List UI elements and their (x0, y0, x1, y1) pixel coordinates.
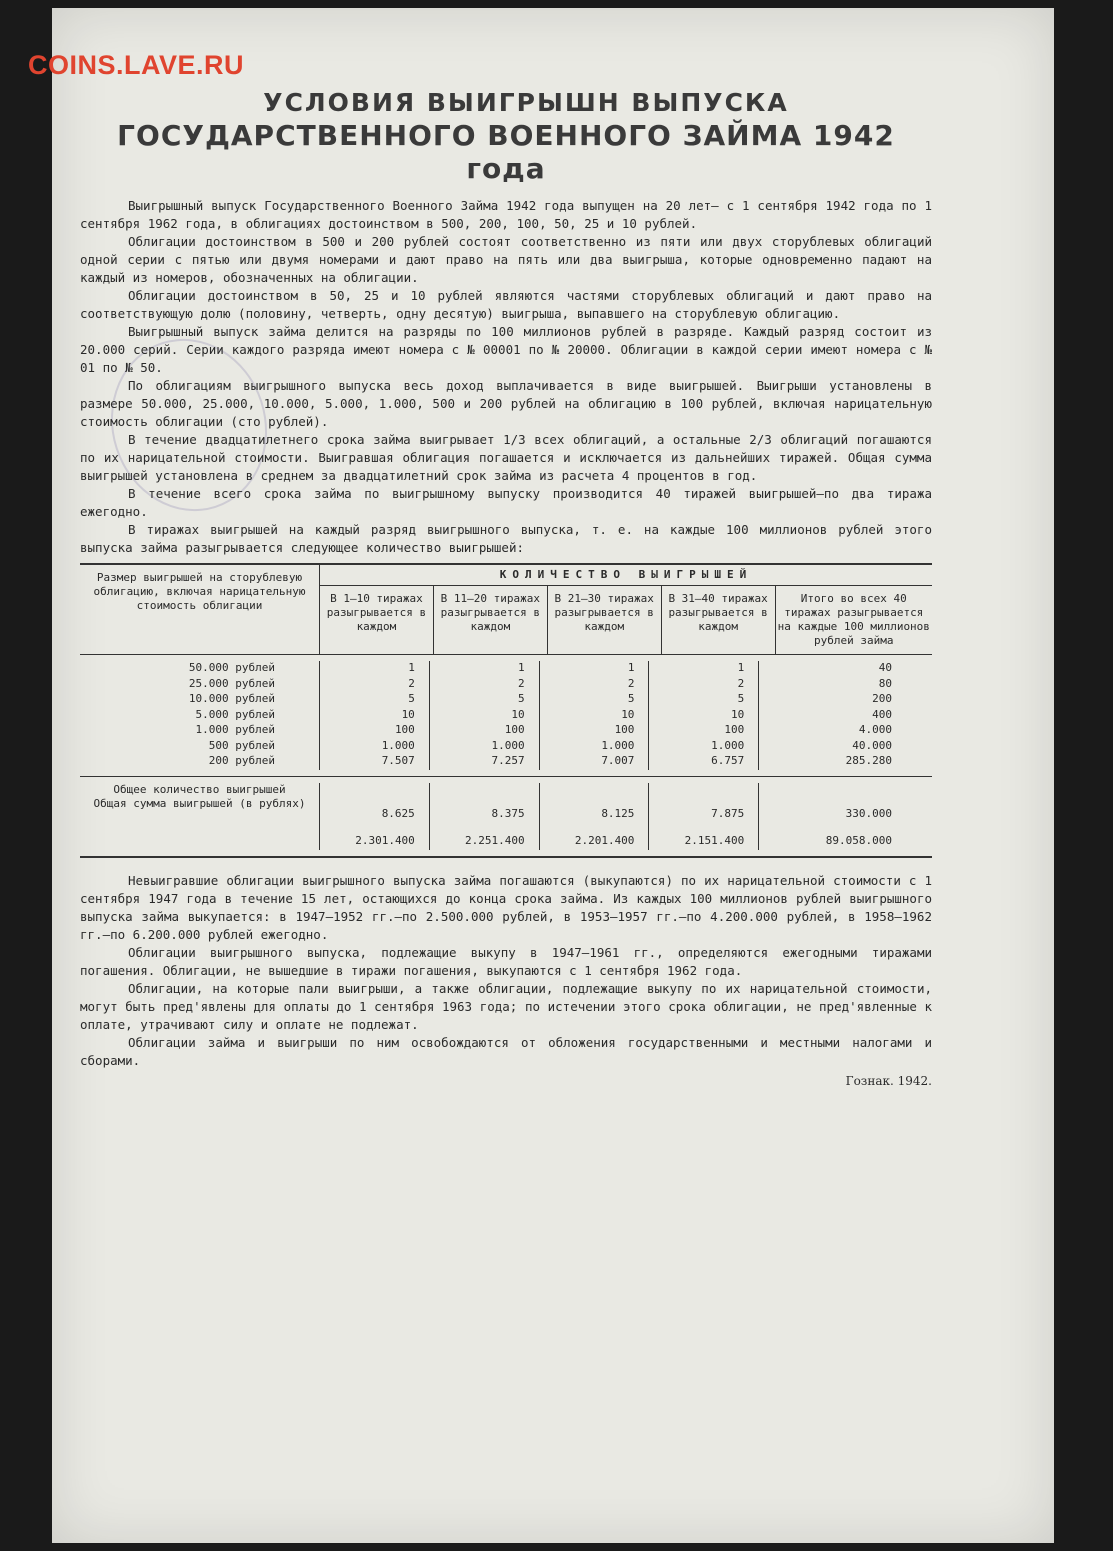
totals-draws-31-40 (649, 783, 759, 850)
table-cell: 5 (627, 692, 635, 705)
table-cell: 1 (518, 661, 525, 674)
paragraph: В течение всего срока займа по выигрышному выпуску производится 40 тиражей выигрышей—по два тиража ежегодно. (80, 486, 932, 519)
table-cell: 1.000 рублей (195, 723, 275, 736)
paragraph: Облигации достоинством в 50, 25 и 10 рублей являются частями сторублевых облигаций и дают право на соответствующую долю (половину, четверть, одну десятую) выигрыша, выпавшего на сторублевую облигацию. (80, 288, 932, 321)
table-cell: 5 (737, 692, 745, 705)
header-draws-1-10: В 1—10 тиражах разыгрывается в каждом (320, 586, 434, 654)
table-cell: 200 (872, 692, 892, 705)
header-prize-size: Размер выигрышей на сторублевую облигацию, включая нарицательную стоимость облигации (80, 565, 320, 654)
column-total (759, 661, 932, 770)
total-count-label: Общее количество выигрышей (113, 782, 286, 796)
table-cell: 10 (401, 707, 415, 721)
table-cell: 1.000 (711, 738, 745, 752)
table-header (80, 565, 932, 655)
table-cell: 2 (408, 676, 415, 690)
table-cell: 2.201.400 (574, 834, 635, 847)
total-sum-label: Общая сумма выигрышей (в рублях) (93, 796, 306, 810)
paragraph: В тиражах выигрышей на каждый разряд выигрышного выпуска, т. е. на каждые 100 миллионов рублей этого выпуска займа разыгрывается следующее количество выигрышей: (80, 522, 932, 555)
column-draws-1-10 (320, 661, 430, 770)
table-cell: 8.625 (381, 806, 415, 820)
totals-total (759, 783, 932, 850)
table-cell: 2 (627, 676, 635, 690)
redemption-text (80, 872, 932, 1070)
table-cell: 5 (408, 692, 415, 705)
header-total: Итого во всех 40 тиражах разыгрывается на каждые 100 миллионов рублей займа (777, 592, 930, 647)
printer-imprint: Гознак. 1942. (845, 1073, 932, 1088)
table-cell: 100 (504, 723, 525, 736)
paragraph: Облигации выигрышного выпуска, подлежащие выкупу в 1947—1961 гг., определяются ежегодными тиражами погашения. Облигации, не вышедшие в тиражи погашения, выкупаются с 1 сентября 1962 года. (80, 944, 932, 978)
table-cell: 2.301.400 (355, 834, 415, 847)
table-cell: 5.000 рублей (195, 707, 275, 721)
table-cell: 2 (518, 676, 525, 690)
table-cell: 1 (627, 661, 635, 674)
paragraph: Облигации достоинством в 500 и 200 рублей состоят соответственно из пяти или двух сторублевых облигаций одной серии с пятью или двумя номерами и дают право на пять или два выигрыша, которые одновременно падают на каждый из номеров, обозначенных на облигации. (80, 234, 932, 285)
totals-draws-21-30 (540, 783, 650, 850)
table-cell: 2.151.400 (684, 834, 745, 847)
header-group (320, 565, 932, 654)
table-body (80, 655, 932, 777)
table-cell: 5 (518, 692, 525, 705)
table-cell: 89.058.000 (825, 834, 892, 847)
paragraph: Невыигравшие облигации выигрышного выпуска займа погашаются (выкупаются) по их нарицательной стоимости с 1 сентября 1947 года в течение 15 лет, остающихся до конца срока займа. Из каждых 100 миллионов рублей выигрышного выпуска займа выкупается: в 1947—1952 гг.—по 2.500.000 рублей, в 1953—1957 гг.—по 4.200.000 рублей, в 1958—1962 гг.—по 6.200.000 рублей ежегодно. (80, 872, 932, 942)
table-cell: 100 (724, 723, 745, 736)
table-cell: 1 (408, 661, 415, 674)
header-draws-21-30: В 21—30 тиражах разыгрывается в каждом (548, 586, 662, 654)
column-draws-11-20 (430, 661, 540, 770)
table-cell: 80 (878, 676, 892, 690)
table-cell: 100 (614, 723, 635, 736)
table-cell: 7.875 (711, 806, 745, 820)
terms-text (80, 197, 932, 557)
table-cell: 6.757 (711, 754, 745, 767)
paragraph: Облигации, на которые пали выигрыши, а также облигации, подлежащие выкупу по их нарицательной стоимости, могут быть пред'явлены для оплаты до 1 сентября 1963 года; по истечении этого срока облигации, не пред'явленные к оплате, утрачивают силу и оплате не подлежат. (80, 980, 932, 1032)
paragraph: Выигрышный выпуск займа делится на разряды по 100 миллионов рублей в разряде. Каждый разряд состоит из 20.000 серий. Серии каждого разряда имеют номера с № 00001 по № 20000. Облигации в каждой серии имеют номера с № 01 по № 50. (80, 324, 932, 375)
paragraph: Облигации займа и выигрыши по ним освобождаются от обложения государственными и местными налогами и сборами. (80, 1034, 932, 1068)
totals-labels (80, 783, 320, 850)
column-draws-31-40 (649, 661, 759, 770)
table-cell: 8.125 (601, 806, 635, 820)
table-cell: 7.257 (491, 754, 525, 767)
table-cell: 10 (731, 707, 745, 721)
table-cell: 2.251.400 (465, 834, 525, 847)
title-line-1: УСЛОВИЯ ВЫИГРЫШН ВЫПУСКА (263, 88, 789, 117)
prize-size-column (80, 661, 320, 770)
paragraph: По облигациям выигрышного выпуска весь доход выплачивается в виде выигрышей. Выигрыши установлены в размере 50.000, 25.000, 10.000, 5.000, 1.000, 500 и 200 рублей на облигацию в 100 рублей, включая нарицательную стоимость облигации (сто рублей). (80, 378, 932, 429)
table-cell: 285.280 (845, 754, 892, 767)
table-cell: 1.000 (381, 738, 415, 752)
table-cell: 40.000 (852, 738, 892, 752)
table-cell: 1 (737, 661, 745, 674)
document-content (80, 88, 932, 1088)
table-cell: 10 (511, 707, 525, 721)
table-cell: 200 рублей (208, 754, 275, 767)
table-cell: 7.007 (601, 754, 635, 767)
table-cell: 330.000 (845, 806, 892, 820)
table-cell: 4.000 (858, 723, 892, 736)
winnings-table (80, 563, 932, 858)
column-draws-21-30 (540, 661, 650, 770)
table-cell: 500 рублей (208, 738, 275, 752)
table-cell: 40 (878, 661, 892, 674)
table-cell: 1.000 (491, 738, 525, 752)
table-cell: 1.000 (601, 738, 635, 752)
table-cell: 25.000 рублей (188, 676, 275, 690)
header-group-title: КОЛИЧЕСТВО ВЫИГРЫШЕЙ (320, 565, 932, 586)
table-cell: 400 (872, 707, 892, 721)
table-cell: 8.375 (491, 806, 525, 820)
table-cell: 10.000 рублей (188, 692, 275, 705)
title-line-2: ГОСУДАРСТВЕННОГО ВОЕННОГО ЗАЙМА 1942 года (117, 119, 895, 185)
table-footer (80, 777, 932, 856)
paragraph: В течение двадцатилетнего срока займа выигрывает 1/3 всех облигаций, а остальные 2/3 облигаций погашаются по их нарицательной стоимости. Выигравшая облигация погашается и исключается из дальнейших тиражей. Общая сумма выигрышей установлена в среднем за двадцатилетний срок займа из расчета 4 процентов в год. (80, 432, 932, 483)
table-cell: 7.507 (381, 754, 415, 767)
table-cell: 10 (621, 707, 635, 721)
watermark-text: COINS.LAVE.RU (28, 50, 245, 80)
header-draws-11-20: В 11—20 тиражах разыгрывается в каждом (434, 586, 548, 654)
header-draws-31-40: В 31—40 тиражах разыгрывается в каждом (662, 586, 776, 654)
paragraph: Выигрышный выпуск Государственного Военного Займа 1942 года выпущен на 20 лет— с 1 сентября 1942 года по 1 сентября 1962 года, в облигациях достоинством в 500, 200, 100, 50, 25 и 10 рублей. (80, 198, 932, 231)
table-cell: 100 (394, 723, 415, 736)
totals-draws-11-20 (430, 783, 540, 850)
table-cell: 50.000 рублей (188, 661, 275, 674)
totals-draws-1-10 (320, 783, 430, 850)
table-cell: 2 (737, 676, 745, 690)
